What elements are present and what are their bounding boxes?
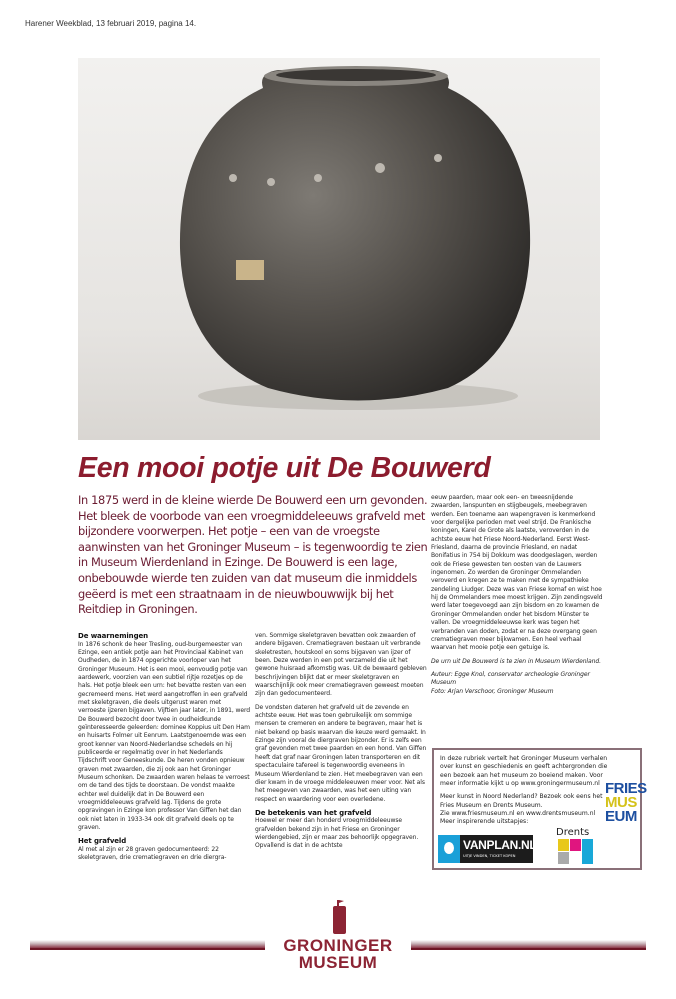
paragraph: Hoewel er meer dan honderd vroegmiddeleeuwse grafvelden bekend zijn in het Friese en Groninger wierdengebied, zijn er maar zes behoorlijk opgegraven. Opvallend is dat in de achtste: [255, 817, 419, 850]
vanplan-logo: [438, 835, 537, 863]
article-title: Een mooi potje uit De Bouwerd: [78, 452, 491, 484]
article-intro: In 1875 werd in de kleine wierde De Bouwerd een urn gevonden. Het bleek de voorbode van een vroegmiddeleeuws grafveld met bijzondere voorwerpen. Het potje – een van de vroegste aanwinsten van het Groninger Museum – is tegenwoordig te zien in Museum Wierdenland in Ezinge. De Bouwerd is een lage, onbebouwde wierde ten zuiden van dat museum die inmiddels geëerd is met een straatnaam in de nieuwbouwwijk bij het Reitdiep in Groningen.: [78, 493, 428, 617]
photo-credit: Foto: Arjan Verschoor, Groninger Museum: [431, 687, 554, 695]
drents-museum-logo: [556, 827, 596, 865]
info-paragraph: Meer kunst in Noord Nederland? Bezoek ook eens het Fries Museum en Drents Museum.: [440, 793, 603, 809]
paragraph: De vondsten dateren het grafveld uit de zevende en achtste eeuw. Het was toen gebruikelijk om sommige mensen te cremeren en andere te begraven, maar het is niet bekend op basis waarvan die keuze werd gemaakt. In Ezinge zijn vooral de diergraven bijzonder. Er is zelfs een graf gevonden met twee paarden en een hond. Van Giffen heeft dat graf naar Groningen laten transporteren en dit spectaculaire tafereel is tegenwoordig eveneens in Museum Wierdenland te zien. Het meebegraven van een dier kwam in de vroege middeleeuwen meer voor. Net als het meegeven van zwaarden, was het een uiting van respect en waardering voor een overledene.: [255, 703, 427, 803]
fries-line: MUS: [605, 794, 637, 811]
footer-logo-line2: MUSEUM: [298, 953, 378, 972]
paragraph: ven. Sommige skeletgraven bevatten ook zwaarden of andere bijgaven. Crematiegraven bestaan uit verbrande skeletresten, houtskool en soms bijgaven van ijzer of been. Deze werden in een pot verzameld die uit het gewone huisraad afkomstig was. Uit de bewaard gebleven beschrijvingen blijkt dat er meer skeletgraven en waarschijnlijk ook meer crematiegraven geweest moeten zijn dan gedocumenteerd.: [255, 632, 427, 698]
drents-wordmark: Drents: [556, 827, 590, 838]
info-paragraph: In deze rubriek vertelt het Groninger Museum verhalen over kunst en geschiedenis en geeft achtergronden die een bezoek aan het museum zo boeiend maken. Voor meer informatie kijkt u op www.groningermuseum.nl: [440, 755, 608, 788]
article-column-1: [78, 632, 250, 868]
fries-line: FRIES: [605, 780, 647, 797]
info-links: Zie www.friesmuseum.nl en www.drentsmuseum.nl: [440, 810, 596, 818]
fries-line: EUM: [605, 808, 637, 825]
vanplan-wordmark: VANPLAN.NL: [463, 838, 537, 852]
section-heading: De betekenis van het grafveld: [255, 808, 372, 817]
fries-museum-logo: [605, 780, 647, 840]
publication-header: Harener Weekblad, 13 februari 2019, pagina 14.: [25, 19, 197, 28]
article-column-2: [255, 632, 427, 856]
vanplan-tagline: UITJE VINDEN, TICKET KOPEN: [463, 854, 516, 858]
paragraph: In 1876 schonk de heer Tresling, oud-burgemeester van Ezinge, een antiek potje aan het Provinciaal Kabinet van Oudheden, de in 1874 opgerichte voorloper van het Groninger Museum. Het is een mooi, eenvoudig potje van aardewerk, voorzien van een subtiel rijtje rozetjes op de hals. Het potje bleek een urn: het bevatte resten van een gecremeerd mens. Het werd aangetroffen in een grafveld met skeletgraven, die deels uitgerust waren met verroeste ijzeren bijgaven. Vijftien jaar later, in 1891, werd De Bouwerd bezocht door twee in oudheidkunde geïnteresseerde geleerden: dominee Koppius uit Den Ham en huisarts Folmer uit Eenrum. Laatstgenoemde was een groot kenner van Noord-Nederlandse schedels en hij publiceerde er regelmatig over in het Nederlands Tijdschrift voor Geneeskunde. De heren vonden opnieuw graven met zwaarden, die zij ook aan het Groninger Museum schonken. De zwaarden waren helaas te verroest om de tand des tijds te doorstaan. De vondst maakte echter wel duidelijk dat in De Bouwerd een vroegmiddeleeuws grafveld lag. Tijdens de grote opgravingen in Ezinge kon professor Van Giffen het dan ook niet laten in 1933-34 ook dit grafveld deels op te graven.: [78, 640, 250, 832]
exhibit-note: De urn uit De Bouwerd is te zien in Museum Wierdenland.: [431, 657, 601, 665]
info-more: Meer inspirerende uitstapjes:: [440, 818, 529, 826]
paragraph: Al met al zijn er 28 graven gedocumenteerd: 22 skeletgraven, drie crematiegraven en drie diergra-: [78, 845, 227, 862]
footer-logo-line1: GRONINGER: [265, 937, 411, 954]
section-heading: De waarnemingen: [78, 632, 149, 640]
groninger-museum-tower-icon: [300, 892, 380, 942]
article-photo-urn: [78, 58, 600, 440]
paragraph: eeuw paarden, maar ook een- en tweesnijdende zwaarden, lanspunten en stijgbeugels, meebegraven werden. Een toename aan wapengraven is kenmerkend voor dergelijke perioden met veel strijd. De Frankische koningen, Karel de Grote als laatste, veroverden in de achtste eeuw het Friese Noord-Nederland. Eerst West-Friesland, daarna de provincie Friesland, en nadat Bonifatius in 754 bij Dokkum was doodgeslagen, werden ook de Friese gewesten ten oosten van de Lauwers ingenomen. Zo werden de Groninger Ommelanden veroverd en kregen ze te maken met de sympathieke zendeling Liudger. Deze was van Friese komaf en wist hoe hij de Ommelanders mee moest krijgen. Zijn zendingsveld werd later toegevoegd aan zijn bisdom en zo kwamen de Groninger Ommelanden onder het bisdom Münster te vallen. De vroegmiddeleeuwse kerk was tegen het verbranden van doden, zodat er na deze overgang geen crematiegraven meer bijkwamen. Een heel verhaal waarvan het mooie potje een getuige is.: [431, 494, 603, 652]
section-heading: Het grafveld: [78, 837, 127, 846]
article-column-3: [431, 494, 603, 701]
author-credit: Auteur: Egge Knol, conservator archeologie Groninger Museum: [431, 670, 590, 687]
